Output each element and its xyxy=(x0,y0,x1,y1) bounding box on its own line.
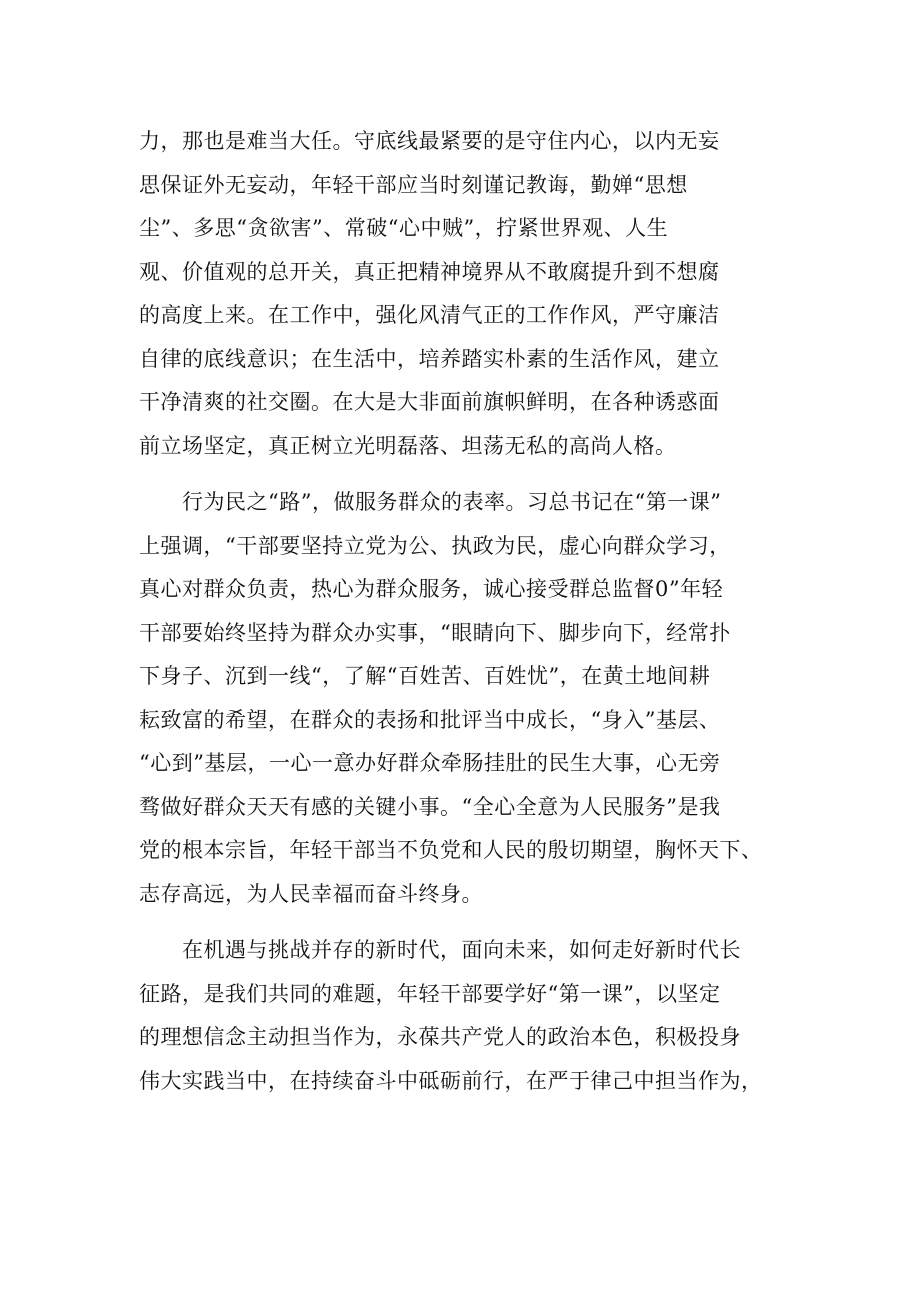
text-line: 耘致富的希望，在群众的表扬和批评当中成长，“身入”基层、 xyxy=(139,707,721,732)
text-line: 干部要始终坚持为群众办实事，“眼睛向下、脚步向下，经常扑 xyxy=(139,620,731,645)
paragraph-3 xyxy=(139,929,789,1103)
text-line: 力，那也是难当大任。守底线最紧要的是守住内心，以内无妄 xyxy=(139,129,720,153)
text-line: 的理想信念主动担当作为，永葆共产党人的政治本色，积极投身 xyxy=(139,1025,741,1049)
text-line: 前立场坚定，真正树立光明磊落、坦荡无私的高尚人格。 xyxy=(139,433,677,458)
paragraph-2 xyxy=(139,481,789,916)
paragraph-spacing xyxy=(139,468,789,481)
text-line: 尘”、多思“贪欲害”、常破“心中贼”，拧紧世界观、人生 xyxy=(139,216,669,240)
text-line: 真心对群众负责，热心为群众服务，诚心接受群总监督0”年轻 xyxy=(139,577,724,601)
text-line: 党的根本宗旨，年轻干部当不负党和人民的殷切期望，胸怀天下、 xyxy=(139,838,763,862)
paragraph-spacing xyxy=(139,916,789,929)
text-line: 的高度上来。在工作中，强化风清气正的工作作风，严守廉洁 xyxy=(139,303,720,327)
text-line: 上强调，“干部要坚持立党为公、执政为民，虚心向群众学习， xyxy=(139,533,731,558)
text-line: 伟大实践当中，在持续奋斗中砥砺前行，在严于律己中担当作为， xyxy=(139,1068,763,1093)
text-line: 征路，是我们共同的难题，年轻干部要学好“第一课”，以坚定 xyxy=(139,981,721,1006)
text-line: 自律的底线意识；在生活中，培养踏实朴素的生活作风，建立 xyxy=(139,346,720,371)
text-line: 骛做好群众天天有感的关键小事。“全心全意为人民服务”是我 xyxy=(139,794,721,819)
text-line: 在机遇与挑战并存的新时代，面向未来，如何走好新时代长 xyxy=(139,938,741,962)
paragraph-1 xyxy=(139,120,789,468)
text-line: 志存高远，为人民幸福而奋斗终身。 xyxy=(139,881,483,906)
body-text xyxy=(139,120,789,1103)
text-line: 行为民之“路”，做服务群众的表率。习总书记在“第一课” xyxy=(139,490,722,514)
text-line: 下身子、沉到一线“，了解“百姓苦、百姓忧”，在黄土地间耕 xyxy=(139,664,711,688)
text-line: “心到”基层，一心一意办好群众牵肠挂肚的民生大事，心无旁 xyxy=(139,751,721,775)
text-line: 观、价值观的总开关，真正把精神境界从不敢腐提升到不想腐 xyxy=(139,259,720,284)
text-line: 思保证外无妄动，年轻干部应当时刻谨记教诲，勤婵“思想 xyxy=(139,172,688,197)
text-line: 干净清爽的社交圈。在大是大非面前旗帜鲜明，在各种诱惑面 xyxy=(139,390,720,414)
